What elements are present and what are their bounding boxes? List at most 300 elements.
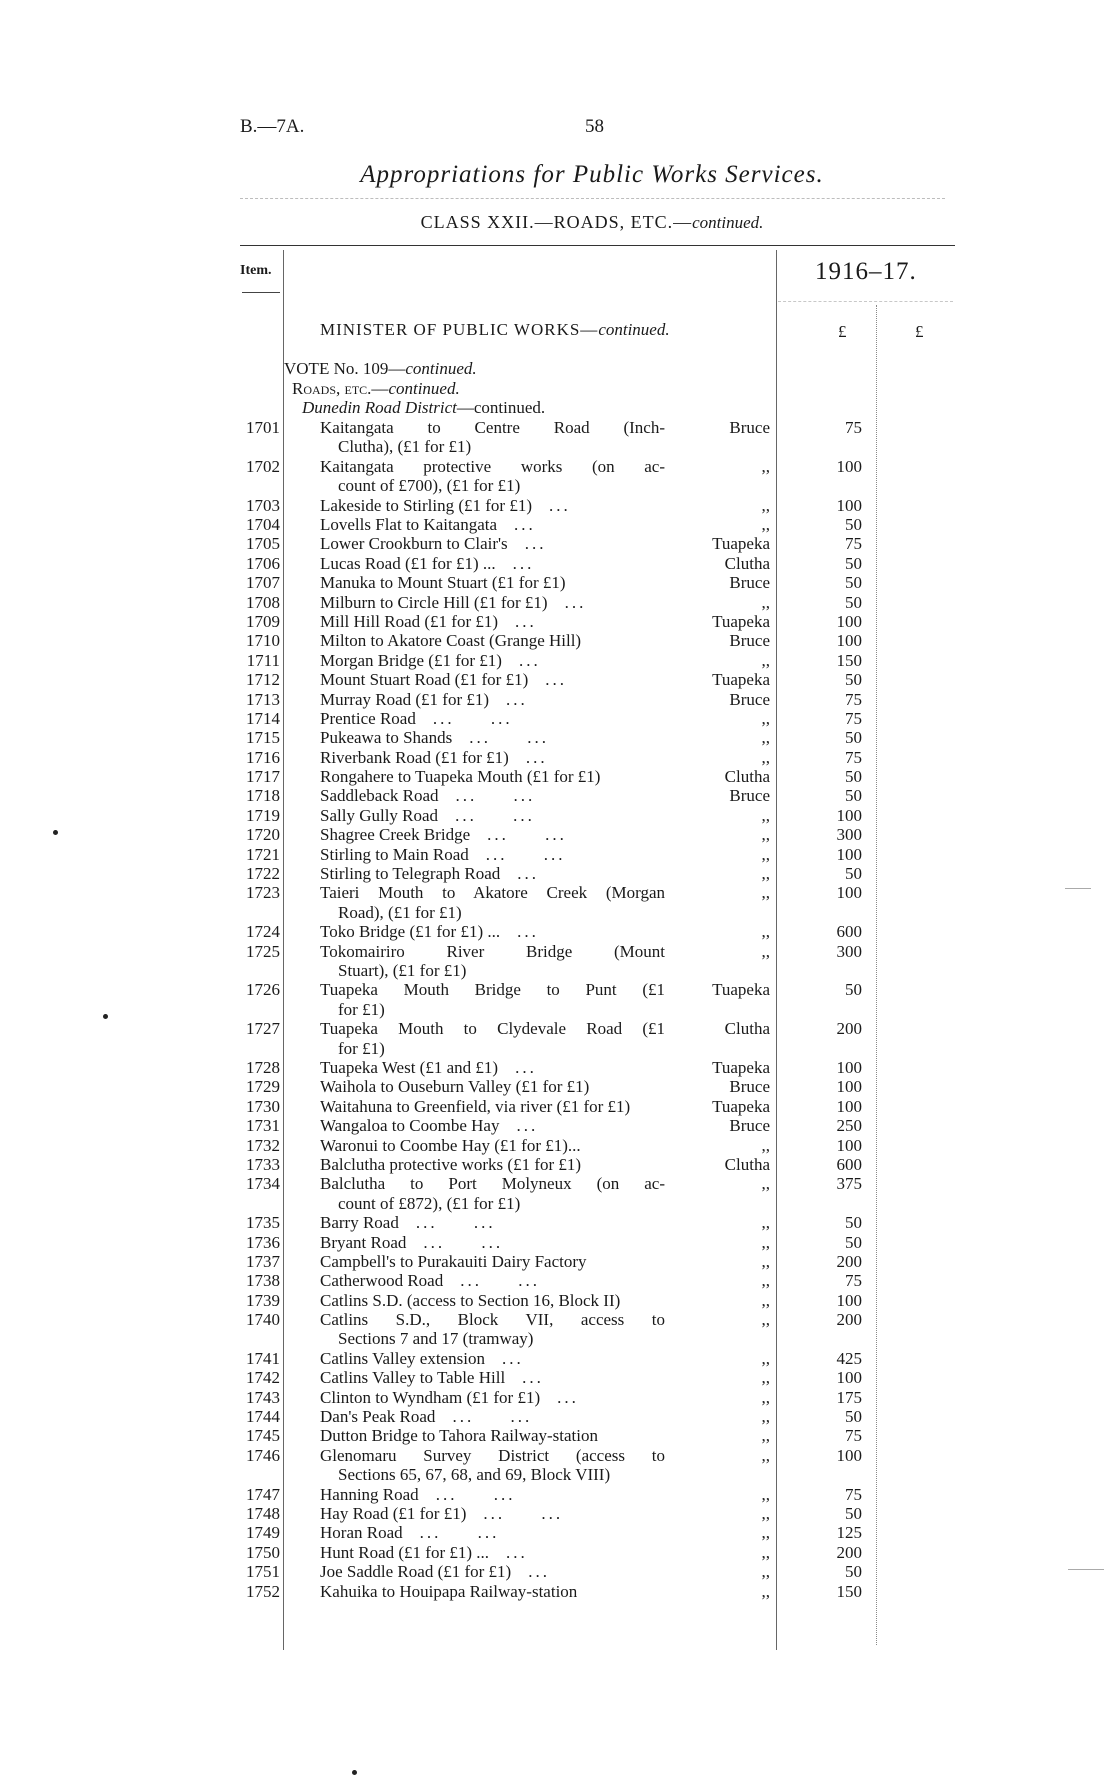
item-description	[320, 690, 665, 709]
item-description-text: Catlins Valley to Table Hill	[320, 1368, 506, 1388]
amount: 100	[836, 805, 862, 825]
item-description-text: Waihola to Ouseburn Valley (£1 for £1)	[320, 1077, 590, 1097]
item-description	[320, 1407, 665, 1426]
county-district: Clutha	[724, 1154, 770, 1174]
item-number: 1731	[246, 1116, 280, 1136]
title-rule	[240, 198, 945, 199]
item-description-text: Shagree Creek Bridge	[320, 825, 471, 845]
item-description-text: Lovells Flat to Kaitangata	[320, 514, 498, 534]
amount: 175	[836, 1387, 862, 1407]
item-number: 1728	[246, 1057, 280, 1077]
table-row	[0, 515, 1114, 534]
item-description	[320, 1349, 665, 1368]
amount: 50	[845, 553, 862, 573]
vote-heading-continued: continued.	[405, 359, 477, 378]
page-title: Appropriations for Public Works Services.	[360, 161, 824, 188]
table-row	[0, 651, 1114, 670]
county-district: ,,	[761, 1368, 770, 1388]
county-district: Bruce	[729, 1077, 770, 1097]
table-row	[0, 864, 1114, 883]
year-column-header: 1916–17.	[815, 258, 917, 285]
item-number: 1714	[246, 708, 280, 728]
item-description-text: Mill Hill Road (£1 for £1)	[320, 611, 499, 631]
item-number: 1750	[246, 1542, 280, 1562]
item-number: 1701	[246, 418, 280, 437]
table-row	[0, 786, 1114, 805]
table-row	[0, 767, 1114, 786]
item-number: 1705	[246, 534, 280, 554]
item-description-text: Milburn to Circle Hill (£1 for £1)	[320, 592, 548, 612]
item-number: 1743	[246, 1387, 280, 1407]
item-header-underline	[242, 292, 280, 293]
item-description	[320, 612, 665, 631]
item-number: 1732	[246, 1135, 280, 1155]
leader-dots: ...	[514, 514, 536, 534]
item-description-text: Wangaloa to Coombe Hay	[320, 1116, 500, 1136]
amount: 75	[845, 418, 862, 437]
item-description	[320, 1388, 665, 1407]
table-row	[0, 593, 1114, 612]
item-number: 1709	[246, 611, 280, 631]
county-district: ,,	[761, 1213, 770, 1233]
county-district: ,,	[761, 1426, 770, 1446]
item-description-text: Waronui to Coombe Hay (£1 for £1)...	[320, 1135, 581, 1155]
table-row	[0, 612, 1114, 631]
item-description-text: Stirling to Telegraph Road	[320, 864, 501, 884]
item-description	[320, 825, 665, 844]
leader-dots: ... ...	[452, 1407, 533, 1427]
amount: 150	[836, 650, 862, 670]
item-description-continuation: for £1)	[338, 999, 385, 1019]
county-district: ,,	[761, 728, 770, 748]
leader-dots: ...	[518, 650, 541, 670]
roads-heading-continued: continued.	[388, 379, 460, 398]
item-description	[320, 1543, 665, 1562]
county-district: ,,	[761, 495, 770, 515]
leader-dots: ...	[524, 534, 547, 554]
item-description-text: Tuapeka Mouth to Clydevale Road (£1	[320, 1019, 665, 1039]
item-description	[320, 1504, 665, 1523]
table-row	[0, 670, 1114, 689]
item-description-continuation: Sections 65, 67, 68, and 69, Block VIII)	[338, 1465, 611, 1485]
county-district: ,,	[761, 650, 770, 670]
county-district: Clutha	[724, 553, 770, 573]
item-description	[320, 1582, 665, 1601]
amount: 100	[836, 844, 862, 864]
amount: 50	[845, 864, 862, 884]
year-header-rule	[778, 301, 953, 302]
item-description	[320, 709, 665, 728]
item-number: 1740	[246, 1310, 280, 1330]
table-row	[0, 418, 1114, 457]
table-row	[0, 690, 1114, 709]
county-district: ,,	[761, 864, 770, 884]
item-number: 1752	[246, 1581, 280, 1601]
item-description-text: Mount Stuart Road (£1 for £1)	[320, 670, 529, 690]
item-description	[320, 728, 665, 747]
item-description	[320, 1213, 665, 1232]
vote-heading-text: VOTE No. 109—	[284, 359, 406, 378]
table-row	[0, 1504, 1114, 1523]
vote-heading	[284, 359, 477, 379]
item-description	[320, 1291, 665, 1310]
page-reference: B.—7A.	[240, 116, 305, 137]
county-district: ,,	[761, 708, 770, 728]
item-description-text: Toko Bridge (£1 for £1) ...	[320, 922, 501, 942]
item-description	[320, 1097, 665, 1116]
amount: 125	[836, 1523, 862, 1543]
item-description-text: Catherwood Road	[320, 1271, 444, 1291]
leader-dots: ... ...	[460, 1271, 540, 1291]
item-number: 1710	[246, 631, 280, 651]
minister-heading-continued: continued.	[598, 320, 670, 339]
table-row	[0, 457, 1114, 496]
item-description-text: Barry Road	[320, 1213, 399, 1233]
leader-dots: ...	[501, 1348, 524, 1368]
county-district: ,,	[761, 1484, 770, 1504]
item-number: 1712	[246, 670, 280, 690]
item-description	[320, 534, 665, 553]
table-row	[0, 573, 1114, 592]
amount: 600	[836, 1154, 862, 1174]
table-row	[0, 1446, 1114, 1485]
leader-dots: ... ...	[485, 844, 566, 864]
item-description	[320, 864, 665, 883]
page-number: 58	[585, 116, 604, 137]
amount: 50	[845, 592, 862, 612]
item-description-text: Riverbank Road (£1 for £1)	[320, 747, 509, 767]
amount: 600	[836, 922, 862, 942]
item-number: 1746	[246, 1445, 280, 1465]
table-row	[0, 980, 1114, 1019]
item-description-text: Pukeawa to Shands	[320, 728, 453, 748]
item-number: 1721	[246, 844, 280, 864]
item-number: 1703	[246, 495, 280, 515]
county-district: Clutha	[724, 767, 770, 787]
item-number: 1720	[246, 825, 280, 845]
amount: 200	[836, 1251, 862, 1271]
leader-dots: ...	[545, 670, 567, 690]
table-row	[0, 1291, 1114, 1310]
amount: 50	[845, 1407, 862, 1427]
table-row	[0, 1349, 1114, 1368]
leader-dots: ... ...	[469, 728, 549, 748]
amount: 100	[836, 1445, 862, 1465]
item-description	[320, 1368, 665, 1387]
leader-dots: ...	[517, 864, 540, 884]
amount: 200	[836, 1542, 862, 1562]
item-description-text: Catlins S.D., Block VII, access to	[320, 1310, 665, 1330]
amount: 75	[845, 534, 862, 554]
item-description	[320, 1174, 665, 1213]
table-row	[0, 942, 1114, 981]
amount: 375	[836, 1174, 862, 1194]
county-district: ,,	[761, 1407, 770, 1427]
appropriations-table	[0, 418, 1114, 1601]
item-description-text: Lower Crookburn to Clair's	[320, 534, 508, 554]
table-row	[0, 825, 1114, 844]
leader-dots: ... ...	[487, 825, 567, 845]
item-number: 1739	[246, 1290, 280, 1310]
item-description	[320, 806, 665, 825]
item-number: 1735	[246, 1213, 280, 1233]
item-description-continuation: count of £700), (£1 for £1)	[338, 476, 521, 496]
county-district: ,,	[761, 1290, 770, 1310]
item-description	[320, 1136, 665, 1155]
leader-dots: ...	[549, 495, 571, 515]
item-number: 1723	[246, 883, 280, 903]
minister-heading-text: MINISTER OF PUBLIC WORKS—	[320, 320, 599, 339]
item-description	[320, 1155, 665, 1174]
county-district: ,,	[761, 1562, 770, 1582]
amount: 300	[836, 825, 862, 845]
item-description	[320, 651, 665, 670]
county-district: Bruce	[729, 631, 770, 651]
item-number: 1719	[246, 805, 280, 825]
leader-dots: ...	[525, 747, 548, 767]
item-number: 1736	[246, 1232, 280, 1252]
amount: 200	[836, 1310, 862, 1330]
leader-dots: ... ...	[455, 786, 536, 806]
table-row	[0, 1426, 1114, 1445]
county-district: Bruce	[729, 1116, 770, 1136]
item-number: 1717	[246, 767, 280, 787]
table-row	[0, 554, 1114, 573]
county-district: Bruce	[729, 418, 770, 437]
county-district: Clutha	[724, 1019, 770, 1039]
item-description-continuation: Road), (£1 for £1)	[338, 902, 462, 922]
county-district: Tuapeka	[712, 534, 770, 554]
amount: 50	[845, 670, 862, 690]
item-description-text: Catlins S.D. (access to Section 16, Block II)	[320, 1290, 621, 1310]
table-row	[0, 806, 1114, 825]
amount: 100	[836, 1096, 862, 1116]
amount: 50	[845, 980, 862, 1000]
table-row	[0, 728, 1114, 747]
leader-dots: ...	[506, 689, 528, 709]
leader-dots: ...	[506, 1542, 528, 1562]
roads-heading-text: Roads, etc.—	[292, 379, 389, 398]
county-district: Tuapeka	[712, 1096, 770, 1116]
item-number: 1730	[246, 1096, 280, 1116]
amount: 50	[845, 1504, 862, 1524]
item-description-text: Morgan Bridge (£1 for £1)	[320, 650, 502, 670]
item-number: 1748	[246, 1504, 280, 1524]
item-number: 1738	[246, 1271, 280, 1291]
margin-smudge	[1068, 1569, 1104, 1570]
county-district: ,,	[761, 1445, 770, 1465]
item-description-text: Prentice Road	[320, 708, 416, 728]
item-description-text: Kaitangata protective works (on ac-	[320, 456, 665, 476]
item-description-text: Lucas Road (£1 for £1) ...	[320, 553, 496, 573]
amount: 425	[836, 1348, 862, 1368]
roads-heading	[292, 379, 460, 399]
class-heading-continued: continued.	[692, 213, 764, 232]
item-number: 1706	[246, 553, 280, 573]
county-district: Tuapeka	[712, 611, 770, 631]
item-description-text: Bryant Road	[320, 1232, 407, 1252]
item-description-text: Lakeside to Stirling (£1 for £1)	[320, 495, 532, 515]
amount: 100	[836, 1057, 862, 1077]
item-description	[320, 1271, 665, 1290]
item-description-text: Tuapeka West (£1 and £1)	[320, 1057, 499, 1077]
item-number: 1734	[246, 1174, 280, 1194]
table-row	[0, 1562, 1114, 1581]
item-description-text: Tokomairiro River Bridge (Mount	[320, 941, 665, 961]
table-row	[0, 534, 1114, 553]
leader-dots: ... ...	[435, 1484, 516, 1504]
county-district: Tuapeka	[712, 980, 770, 1000]
item-description-text: Clinton to Wyndham (£1 for £1)	[320, 1387, 541, 1407]
item-number: 1722	[246, 864, 280, 884]
item-number: 1708	[246, 592, 280, 612]
class-heading-text: CLASS XXII.—ROADS, ETC.—	[420, 212, 693, 232]
margin-speck	[103, 1014, 108, 1019]
item-number: 1704	[246, 514, 280, 534]
county-district: ,,	[761, 1387, 770, 1407]
county-district: ,,	[761, 883, 770, 903]
item-description	[320, 1310, 665, 1349]
amount: 50	[845, 786, 862, 806]
table-row	[0, 496, 1114, 515]
currency-label-2: £	[915, 322, 924, 341]
amount: 100	[836, 611, 862, 631]
table-row	[0, 1310, 1114, 1349]
amount: 75	[845, 689, 862, 709]
item-description-text: Kahuika to Houipapa Railway-station	[320, 1581, 578, 1601]
county-district: ,,	[761, 592, 770, 612]
county-district: ,,	[761, 1232, 770, 1252]
amount: 100	[836, 1077, 862, 1097]
item-description	[320, 515, 665, 534]
item-number: 1718	[246, 786, 280, 806]
leader-dots: ...	[528, 1562, 550, 1582]
county-district: ,,	[761, 1504, 770, 1524]
leader-dots: ... ...	[432, 708, 513, 728]
item-description	[320, 457, 665, 496]
county-district: ,,	[761, 844, 770, 864]
item-description-text: Catlins Valley extension	[320, 1348, 485, 1368]
item-description	[320, 554, 665, 573]
amount: 50	[845, 1562, 862, 1582]
item-description	[320, 748, 665, 767]
county-district: Tuapeka	[712, 1057, 770, 1077]
item-description	[320, 1233, 665, 1252]
item-number: 1715	[246, 728, 280, 748]
county-district: ,,	[761, 941, 770, 961]
county-district: ,,	[761, 1135, 770, 1155]
table-row	[0, 1523, 1114, 1542]
currency-label-1: £	[838, 322, 847, 341]
item-number: 1702	[246, 456, 280, 476]
amount: 50	[845, 1213, 862, 1233]
leader-dots: ... ...	[423, 1232, 504, 1252]
item-description-text: Murray Road (£1 for £1)	[320, 689, 490, 709]
amount: 150	[836, 1581, 862, 1601]
table-row	[0, 1582, 1114, 1601]
amount: 100	[836, 1290, 862, 1310]
item-description-text: Kaitangata to Centre Road (Inch-	[320, 418, 665, 437]
item-number: 1737	[246, 1251, 280, 1271]
county-district: ,,	[761, 1251, 770, 1271]
item-number: 1751	[246, 1562, 280, 1582]
leader-dots: ...	[515, 1057, 537, 1077]
item-description-text: Balclutha protective works (£1 for £1)	[320, 1154, 582, 1174]
item-description	[320, 1077, 665, 1096]
amount: 75	[845, 747, 862, 767]
table-row	[0, 922, 1114, 941]
item-number: 1742	[246, 1368, 280, 1388]
county-district: ,,	[761, 456, 770, 476]
minister-heading	[320, 320, 670, 340]
item-description-continuation: count of £872), (£1 for £1)	[338, 1193, 521, 1213]
item-description	[320, 922, 665, 941]
item-number: 1733	[246, 1154, 280, 1174]
leader-dots: ...	[517, 922, 539, 942]
table-row	[0, 1136, 1114, 1155]
item-description-continuation: Clutha), (£1 for £1)	[338, 437, 472, 457]
amount: 100	[836, 1135, 862, 1155]
item-description-continuation: Sections 7 and 17 (tramway)	[338, 1329, 534, 1349]
table-row	[0, 1252, 1114, 1271]
county-district: ,,	[761, 747, 770, 767]
amount: 300	[836, 941, 862, 961]
county-district: Tuapeka	[712, 670, 770, 690]
item-description	[320, 980, 665, 1019]
item-number: 1725	[246, 941, 280, 961]
county-district: ,,	[761, 805, 770, 825]
item-description-text: Campbell's to Purakauiti Dairy Factory	[320, 1251, 587, 1271]
item-number: 1713	[246, 689, 280, 709]
margin-smudge	[1065, 888, 1091, 889]
county-district: ,,	[761, 1542, 770, 1562]
item-description	[320, 883, 665, 922]
item-description-continuation: Stuart), (£1 for £1)	[338, 961, 467, 980]
table-row	[0, 1407, 1114, 1426]
item-description-text: Stirling to Main Road	[320, 844, 469, 864]
item-description-text: Dan's Peak Road	[320, 1407, 436, 1427]
item-description-text: Hunt Road (£1 for £1) ...	[320, 1542, 490, 1562]
leader-dots: ...	[522, 1368, 544, 1388]
item-description	[320, 1252, 665, 1271]
item-description	[320, 1019, 665, 1058]
amount: 100	[836, 1368, 862, 1388]
item-number: 1745	[246, 1426, 280, 1446]
table-row	[0, 1116, 1114, 1135]
table-row	[0, 1155, 1114, 1174]
item-description	[320, 418, 665, 457]
item-description-text: Manuka to Mount Stuart (£1 for £1)	[320, 573, 566, 593]
county-district: ,,	[761, 514, 770, 534]
item-number: 1724	[246, 922, 280, 942]
leader-dots: ...	[516, 1116, 539, 1136]
district-heading	[302, 398, 545, 418]
amount: 100	[836, 495, 862, 515]
item-description	[320, 767, 665, 786]
county-district: Bruce	[729, 689, 770, 709]
item-number: 1741	[246, 1348, 280, 1368]
leader-dots: ...	[557, 1387, 579, 1407]
table-row	[0, 1368, 1114, 1387]
county-district: ,,	[761, 922, 770, 942]
leader-dots: ...	[564, 592, 587, 612]
item-description-text: Balclutha to Port Molyneux (on ac-	[320, 1174, 665, 1194]
table-row	[0, 1019, 1114, 1058]
county-district: ,,	[761, 1174, 770, 1194]
item-description-text: Sally Gully Road	[320, 805, 439, 825]
item-description-text: Saddleback Road	[320, 786, 439, 806]
table-row	[0, 1174, 1114, 1213]
